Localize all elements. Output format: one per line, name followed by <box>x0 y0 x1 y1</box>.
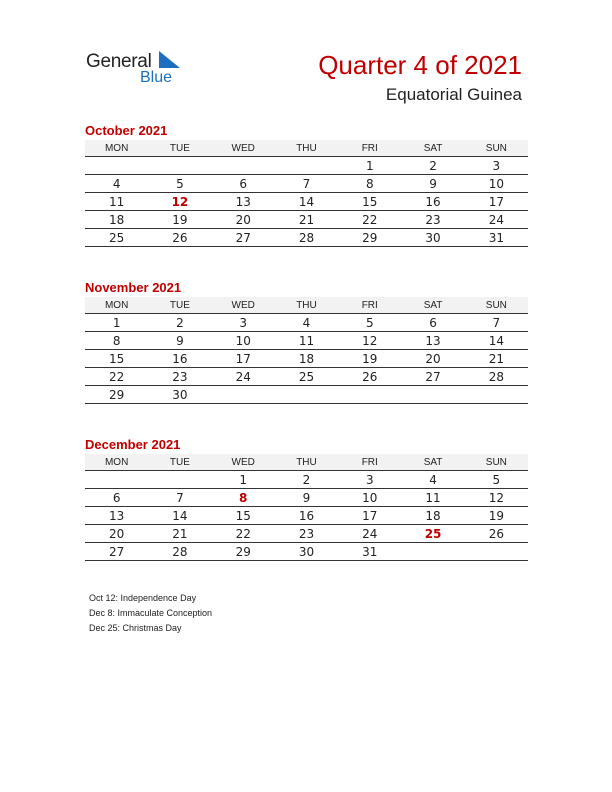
weekday-header-row <box>85 454 528 471</box>
day-cell: 21 <box>148 525 211 543</box>
day-cell: 2 <box>401 157 464 175</box>
day-cell: 2 <box>275 471 338 489</box>
weekday-header: WED <box>212 297 275 314</box>
day-cell: 12 <box>465 489 528 507</box>
day-cell: 14 <box>148 507 211 525</box>
week-row <box>85 211 528 229</box>
day-cell: 5 <box>148 175 211 193</box>
day-cell: 24 <box>465 211 528 229</box>
day-cell: 27 <box>85 543 148 561</box>
day-cell: 11 <box>85 193 148 211</box>
day-cell: 29 <box>212 543 275 561</box>
weekday-header: TUE <box>148 454 211 471</box>
day-cell: 1 <box>338 157 401 175</box>
week-row <box>85 525 528 543</box>
calendar-table <box>85 297 528 404</box>
day-cell: 7 <box>465 314 528 332</box>
day-cell: 22 <box>85 368 148 386</box>
weekday-header: SUN <box>465 297 528 314</box>
day-cell: 4 <box>275 314 338 332</box>
day-cell: 21 <box>275 211 338 229</box>
week-row <box>85 175 528 193</box>
day-cell: 20 <box>212 211 275 229</box>
day-cell: 7 <box>275 175 338 193</box>
week-row <box>85 350 528 368</box>
weekday-header: SUN <box>465 454 528 471</box>
day-cell: 13 <box>212 193 275 211</box>
weekday-header: THU <box>275 454 338 471</box>
weekday-header: WED <box>212 454 275 471</box>
day-cell: 21 <box>465 350 528 368</box>
day-cell: 28 <box>465 368 528 386</box>
day-cell: 3 <box>465 157 528 175</box>
generalblue-logo <box>86 50 196 90</box>
month-november <box>85 279 528 404</box>
day-cell: 24 <box>212 368 275 386</box>
weekday-header-row <box>85 297 528 314</box>
week-row <box>85 471 528 489</box>
day-cell: 10 <box>465 175 528 193</box>
week-row <box>85 386 528 404</box>
day-cell: 19 <box>465 507 528 525</box>
day-cell <box>401 543 464 561</box>
day-cell <box>148 157 211 175</box>
day-cell: 25 <box>401 525 464 543</box>
day-cell: 5 <box>338 314 401 332</box>
day-cell: 10 <box>212 332 275 350</box>
day-cell <box>338 386 401 404</box>
day-cell: 4 <box>401 471 464 489</box>
day-cell: 22 <box>338 211 401 229</box>
day-cell: 23 <box>275 525 338 543</box>
day-cell: 1 <box>85 314 148 332</box>
holiday-notes <box>89 591 212 636</box>
weekday-header: THU <box>275 140 338 157</box>
day-cell: 1 <box>212 471 275 489</box>
day-cell: 11 <box>401 489 464 507</box>
weekday-header: SAT <box>401 297 464 314</box>
day-cell: 17 <box>465 193 528 211</box>
calendar-table <box>85 454 528 561</box>
day-cell: 26 <box>148 229 211 247</box>
day-cell: 3 <box>212 314 275 332</box>
week-row <box>85 157 528 175</box>
day-cell: 6 <box>85 489 148 507</box>
day-cell: 14 <box>275 193 338 211</box>
week-row <box>85 489 528 507</box>
day-cell <box>465 543 528 561</box>
day-cell: 24 <box>338 525 401 543</box>
day-cell: 9 <box>275 489 338 507</box>
day-cell: 11 <box>275 332 338 350</box>
day-cell <box>212 157 275 175</box>
month-october <box>85 122 528 247</box>
day-cell: 19 <box>148 211 211 229</box>
day-cell: 12 <box>338 332 401 350</box>
day-cell: 8 <box>212 489 275 507</box>
day-cell <box>85 471 148 489</box>
logo-text-general: General <box>86 51 152 72</box>
day-cell: 31 <box>465 229 528 247</box>
day-cell <box>465 386 528 404</box>
month-title: October 2021 <box>85 123 168 138</box>
day-cell: 9 <box>148 332 211 350</box>
day-cell: 30 <box>275 543 338 561</box>
day-cell: 19 <box>338 350 401 368</box>
day-cell: 13 <box>401 332 464 350</box>
day-cell: 27 <box>401 368 464 386</box>
day-cell: 26 <box>338 368 401 386</box>
day-cell: 29 <box>338 229 401 247</box>
weekday-header: TUE <box>148 297 211 314</box>
day-cell <box>148 471 211 489</box>
day-cell: 4 <box>85 175 148 193</box>
weekday-header: FRI <box>338 454 401 471</box>
day-cell: 15 <box>85 350 148 368</box>
day-cell: 10 <box>338 489 401 507</box>
holiday-note: Dec 8: Immaculate Conception <box>89 608 213 618</box>
day-cell: 9 <box>401 175 464 193</box>
day-cell: 27 <box>212 229 275 247</box>
day-cell: 25 <box>85 229 148 247</box>
calendar-table <box>85 140 528 247</box>
day-cell: 16 <box>148 350 211 368</box>
week-row <box>85 543 528 561</box>
logo-triangle-icon <box>159 51 181 69</box>
day-cell <box>401 386 464 404</box>
month-title: November 2021 <box>85 280 182 295</box>
day-cell: 8 <box>338 175 401 193</box>
day-cell: 6 <box>212 175 275 193</box>
weekday-header: SUN <box>465 140 528 157</box>
weekday-header: SAT <box>401 140 464 157</box>
day-cell: 15 <box>338 193 401 211</box>
day-cell: 18 <box>401 507 464 525</box>
day-cell: 13 <box>85 507 148 525</box>
day-cell: 7 <box>148 489 211 507</box>
weekday-header: THU <box>275 297 338 314</box>
day-cell: 20 <box>401 350 464 368</box>
day-cell: 8 <box>85 332 148 350</box>
day-cell: 23 <box>401 211 464 229</box>
day-cell: 16 <box>401 193 464 211</box>
week-row <box>85 332 528 350</box>
month-december <box>85 436 528 561</box>
day-cell: 5 <box>465 471 528 489</box>
day-cell: 17 <box>212 350 275 368</box>
day-cell: 26 <box>465 525 528 543</box>
weekday-header: FRI <box>338 297 401 314</box>
week-row <box>85 314 528 332</box>
day-cell <box>275 157 338 175</box>
day-cell: 20 <box>85 525 148 543</box>
day-cell <box>85 157 148 175</box>
logo-text-blue: Blue <box>140 69 173 86</box>
weekday-header: FRI <box>338 140 401 157</box>
page-title: Quarter 4 of 2021 <box>318 50 522 80</box>
day-cell: 31 <box>338 543 401 561</box>
day-cell: 28 <box>148 543 211 561</box>
day-cell: 23 <box>148 368 211 386</box>
week-row <box>85 229 528 247</box>
weekday-header-row <box>85 140 528 157</box>
day-cell: 2 <box>148 314 211 332</box>
weekday-header: MON <box>85 454 148 471</box>
day-cell: 18 <box>275 350 338 368</box>
day-cell: 18 <box>85 211 148 229</box>
weekday-header: TUE <box>148 140 211 157</box>
day-cell: 16 <box>275 507 338 525</box>
weekday-header: SAT <box>401 454 464 471</box>
day-cell: 14 <box>465 332 528 350</box>
month-title: December 2021 <box>85 437 181 452</box>
week-row <box>85 368 528 386</box>
day-cell: 30 <box>401 229 464 247</box>
day-cell: 12 <box>148 193 211 211</box>
day-cell: 22 <box>212 525 275 543</box>
weekday-header: WED <box>212 140 275 157</box>
day-cell: 17 <box>338 507 401 525</box>
day-cell: 29 <box>85 386 148 404</box>
holiday-note: Dec 25: Christmas Day <box>89 623 182 633</box>
week-row <box>85 507 528 525</box>
day-cell: 6 <box>401 314 464 332</box>
day-cell: 15 <box>212 507 275 525</box>
day-cell <box>212 386 275 404</box>
day-cell: 25 <box>275 368 338 386</box>
day-cell: 30 <box>148 386 211 404</box>
country-name: Equatorial Guinea <box>385 85 522 104</box>
day-cell: 28 <box>275 229 338 247</box>
day-cell: 3 <box>338 471 401 489</box>
day-cell <box>275 386 338 404</box>
weekday-header: MON <box>85 297 148 314</box>
weekday-header: MON <box>85 140 148 157</box>
week-row <box>85 193 528 211</box>
holiday-note: Oct 12: Independence Day <box>89 593 197 603</box>
